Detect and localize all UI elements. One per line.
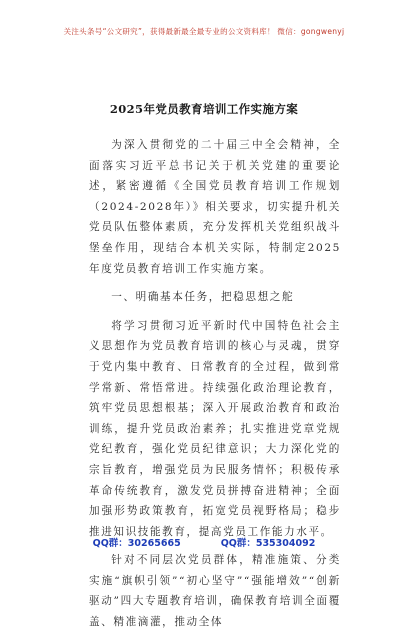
footer-contact-bar — [0, 535, 408, 549]
footer-qq-group-2: QQ群：535304092 — [220, 538, 316, 549]
intro-paragraph: 为深入贯彻党的二十届三中全会精神，全面落实习近平总书记关于机关党建的重要论述，紧密遵循《全国党员教育培训工作规划（2024-2028年）》相关要求，切实提升机关党员队伍整体素质，充分发挥机关党组织战斗堡垒作用，现结合本机关实际，特制定2025年度党员教育培训工作实施方案。 — [89, 139, 341, 275]
document-title: 2025年党员教育培训工作实施方案 — [109, 102, 299, 116]
header-promo-note: 关注头条号“公文研究”，获得最新最全最专业的公文资料库！ 微信：gongwenyj — [63, 27, 345, 36]
section-heading-1: 一、明确基本任务，把稳思想之舵 — [111, 291, 295, 304]
footer-qq-group-1: QQ群：30265665 — [92, 538, 181, 549]
section-1-paragraph: 将学习贯彻习近平新时代中国特色社会主义思想作为党员教育培训的核心与灵魂，贯穿于党内集中教育、日常教育的全过程，做到常学常新、常悟常进。持续强化政治理论教育，筑牢党员思想根基；深入开展政治教育和政治训练，提升党员政治素养；扎实推进党章党规党纪教育，强化党员纪律意识；大力深化党的宗旨教育，增强党员为民服务情怀；积极传承革命传统教育，激发党员拼搏奋进精神；全面加强形势政策教育，拓宽党员视野格局；稳步推进知识技能教育，提高党员工作能力水平。 — [89, 319, 341, 538]
document-body — [89, 135, 341, 633]
section-1-paragraph-2: 针对不同层次党员群体，精准施策、分类实施“旗帜引领”“初心坚守”“强能增效”“创新驱动”四大专题教育培训，确保教育培训全面覆盖、精准滴灌，推动全体 — [89, 554, 341, 629]
